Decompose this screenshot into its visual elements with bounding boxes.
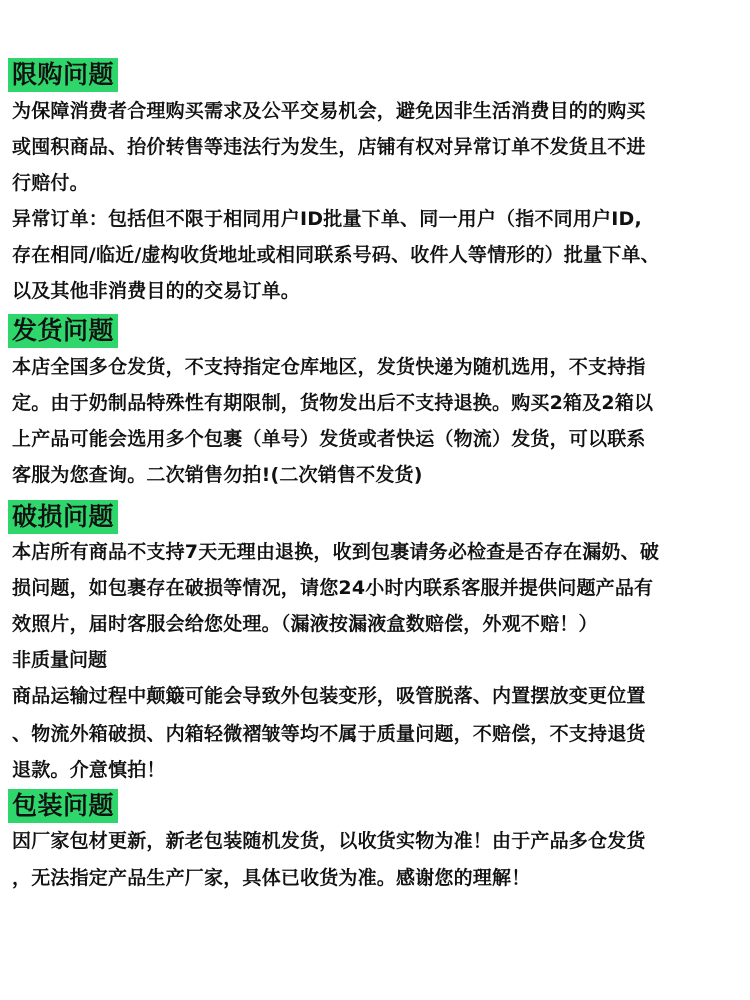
section-text-line: 或囤积商品、抬价转售等违法行为发生，店铺有权对异常订单不发货且不进 [12,136,646,158]
section-text-line: 异常订单：包括但不限于相同用户ID批量下单、同一用户（指不同用户ID, [12,208,642,230]
section-text-line: 因厂家包材更新，新老包装随机发货，以收货实物为准！由于产品多仓发货 [12,830,646,852]
section-text-line: 存在相同/临近/虚构收货地址或相同联系号码、收件人等情形的）批量下单、 [12,244,660,266]
section-text-line: 商品运输过程中颠簸可能会导致外包装变形，吸管脱落、内置摆放变更位置 [12,685,646,707]
section-text-line: 为保障消费者合理购买需求及公平交易机会，避免因非生活消费目的的购买 [12,100,646,122]
section-text-line: 效照片，届时客服会给您处理。（漏液按漏液盒数赔偿，外观不赔！） [12,613,598,635]
section-text-line: 上产品可能会选用多个包裹（单号）发货或者快运（物流）发货，可以联系 [12,428,646,450]
section-text-line: 定。由于奶制品特殊性有期限制，货物发出后不支持退换。购买2箱及2箱以 [12,392,654,414]
section-text-line: ，无法指定产品生产厂家，具体已收货为准。感谢您的理解！ [12,867,531,889]
section-text-line: 损问题，如包裹存在破损等情况，请您24小时内联系客服并提供问题产品有 [12,577,654,599]
section-text-line: 本店全国多仓发货，不支持指定仓库地区，发货快递为随机选用，不支持指 [12,356,646,378]
section-heading-damage: 破损问题 [8,500,118,534]
section-text-line: 、物流外箱破损、内箱轻微褶皱等均不属于质量问题，不赔偿，不支持退货 [12,723,646,745]
section-text-line: 本店所有商品不支持7天无理由退换，收到包裹请务必检查是否存在漏奶、破 [12,541,660,563]
section-heading-packaging: 包装问题 [8,789,118,823]
section-text-line: 客服为您查询。二次销售勿拍!(二次销售不发货) [12,464,423,486]
section-text-line: 退款。介意慎拍！ [12,759,166,781]
section-text-line: 以及其他非消费目的的交易订单。 [12,280,301,302]
section-text-line: 行赔付。 [12,172,89,194]
subheading-non-quality: 非质量问题 [12,649,108,671]
section-heading-shipping: 发货问题 [8,314,118,348]
section-heading-purchase-limit: 限购问题 [8,58,118,92]
